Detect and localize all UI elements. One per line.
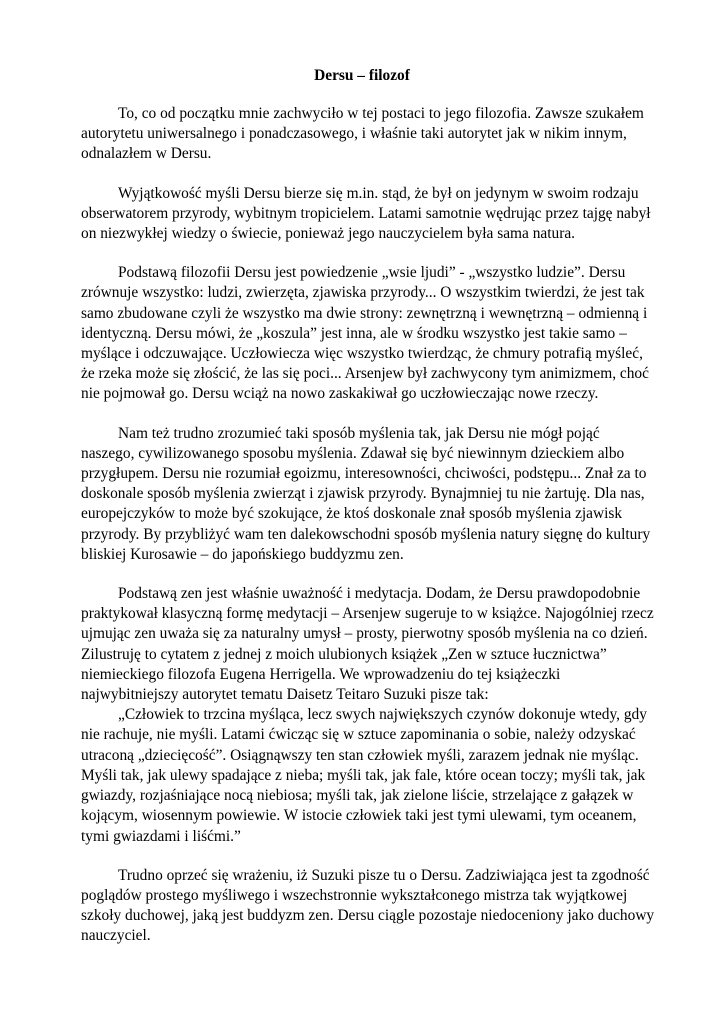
paragraph-2: Wyjątkowość myśli Dersu bierze się m.in. stąd, że był on jedynym w swoim rodzaju obserwatorem przyrody, wybitnym tropicielem. Latami samotnie wędrując przez tajgę nabył on niezwykłej wiedzy o świecie, ponieważ jego nauczycielem była sama natura. xyxy=(81,184,651,243)
paragraph-1: To, co od początku mnie zachwyciło w tej postaci to jego filozofia. Zawsze szukałem autorytetu uniwersalnego i ponadczasowego, i właśnie taki autorytet jak w nikim innym, odnalazłem w Dersu. xyxy=(81,105,644,163)
closing-paragraph: Trudno oprzeć się wrażeniu, iż Suzuki pisze tu o Dersu. Zadziwiająca jest ta zgodność poglądów prostego myśliwego i wszechstronnie wykształconego mistrza tak wyjątkowej szkoły duchowej, jaką jest buddyzm zen. Dersu ciągle pozostaje niedoceniony jako duchowy nauczyciel. xyxy=(81,866,655,945)
paragraph-4: Nam też trudno zrozumieć taki sposób myślenia tak, jak Dersu nie mógł pojąć naszego, cywilizowanego sposobu myślenia. Zdawał się być niewinnym dzieckiem albo przygłupem. Dersu nie rozumiał egoizmu, interesowności, chciwości, podstępu... Znał za to doskonale sposób myślenia zwierząt i zjawisk przyrody. Bynajmniej tu nie żartuję. Dla nas, europejczyków to może być szokujące, że ktoś doskonale znał sposób myślenia zjawisk przyrody. By przybliżyć wam ten dalekowschodni sposób myślenia natury sięgnę do kultury bliskiej Kurosawie – do japońskiego buddyzmu zen. xyxy=(81,424,651,563)
paragraph-3: Podstawą filozofii Dersu jest powiedzenie „wsie ljudi” - „wszystko ludzie”. Dersu zrównuje wszystko: ludzi, zwierzęta, zjawiska przyrody... O wszystkim twierdzi, że jest tak samo zbudowane czyli że wszystko ma dwie strony: zewnętrzną i wewnętrzną – odmienną i identyczną. Dersu mówi, że „koszula” jest inna, ale w środku wszystko jest takie samo – myślące i odczuwające. Uczłowiecza więc wszystko twierdząc, że chmury potrafią myśleć, że rzeka może się złościć, że las się poci... Arsenjew był zachwycony tym animizmem, choć nie pojmował go. Dersu wciąż na nowo zaskakiwał go uczłowieczając nowe rzeczy. xyxy=(81,264,649,403)
document-title: Dersu – filozof xyxy=(314,67,410,84)
suzuki-quote: „Człowiek to trzcina myśląca, lecz swych największych czynów dokonuje wtedy, gdy nie rachuje, nie myśli. Latami ćwicząc się w sztuce zapominania o sobie, należy odzyskać utraconą „dziecięcość”. Osiągnąwszy ten stan człowiek myśli, zarazem jednak nie myśląc. Myśli tak, jak ulewy spadające z nieba; myśli tak, jak fale, które ocean toczy; myśli tak, jak gwiazdy, rozjaśniające nocą niebiosa; myśli tak, jak zielone liście, strzelające z gałązek w kojącym, wiosennym powiewie. W istocie człowiek taki jest tymi ulewami, tym oceanem, tymi gwiazdami i liśćmi.” xyxy=(81,706,647,845)
document-body xyxy=(81,104,656,966)
paragraph-5: Podstawą zen jest właśnie uważność i medytacja. Dodam, że Dersu prawdopodobnie praktykował klasyczną formę medytacji – Arsenjew sugeruje to w książce. Najogólniej rzecz ujmując zen uważa się za naturalny umysł – prosty, pierwotny sposób myślenia na co dzień. Zilustruję to cytatem z jednej z moich ulubionych książek „Zen w sztuce łucznictwa” niemieckiego filozofa Eugena Herrigella. We wprowadzeniu do tej książeczki najwybitniejszy autorytet tematu Daisetz Teitaro Suzuki pisze tak: xyxy=(81,585,654,704)
